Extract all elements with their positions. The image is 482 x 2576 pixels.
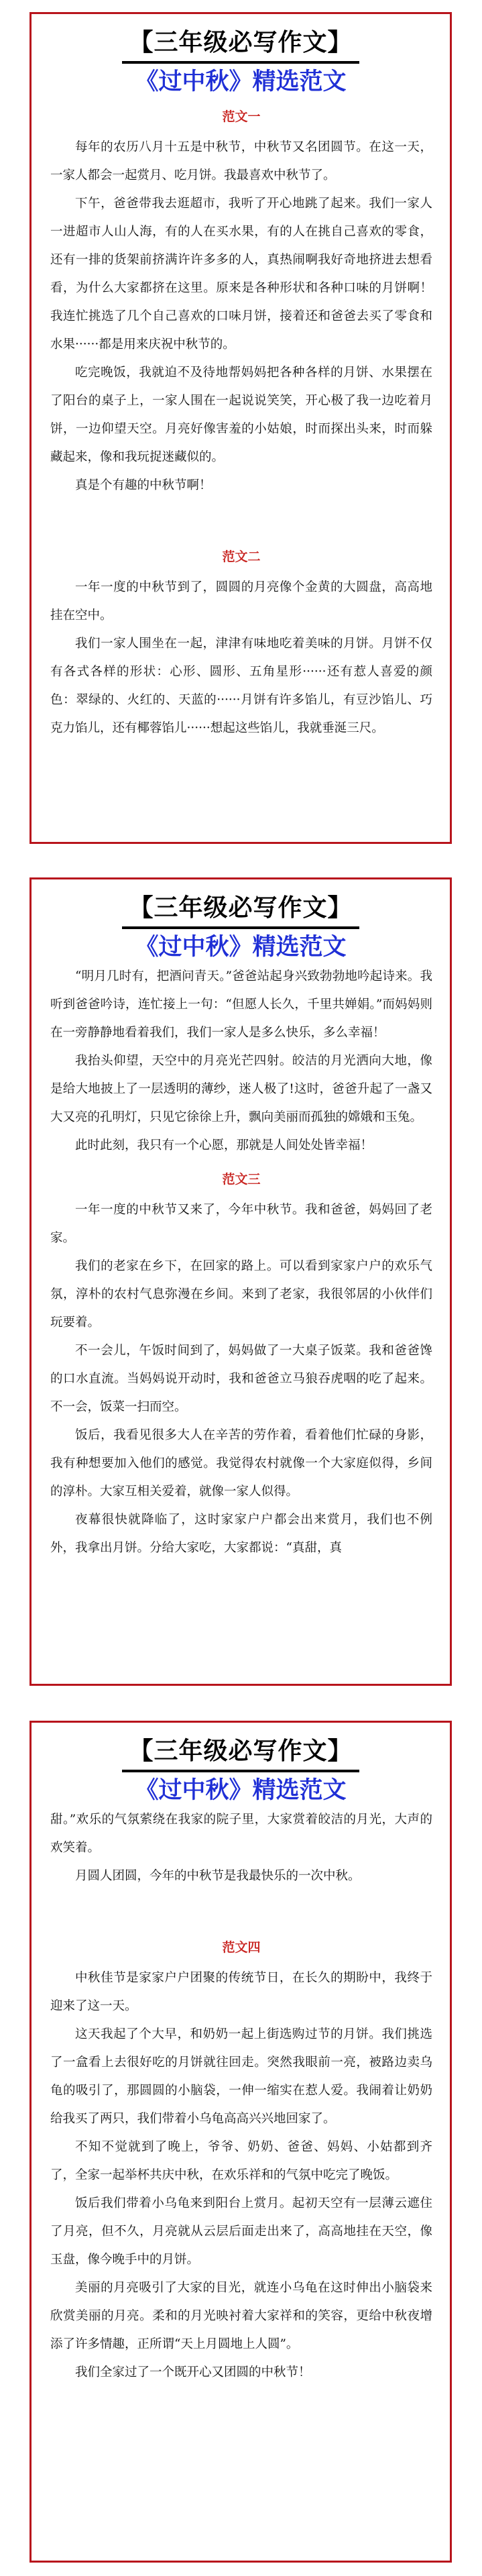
banner-title: 【三年级必写作文】 bbox=[122, 1736, 359, 1772]
paragraph: 甜。”欢乐的气氛萦绕在我家的院子里，大家赏着皎洁的月光，大声的欢笑着。 bbox=[50, 1813, 432, 1855]
paragraph: 我抬头仰望，天空中的月亮光芒四射。皎洁的月光洒向大地，像是给大地披上了一层透明的薄纱，迷人极了!这时，爸爸升起了一盏又大又亮的孔明灯，只见它徐徐上升，飘向美丽而孤独的嫦娥和玉兔。 bbox=[50, 1054, 432, 1124]
paragraph: 我们全家过了一个既开心又团圆的中秋节！ bbox=[75, 2365, 311, 2379]
essay-title: 范文四 bbox=[222, 1940, 261, 1955]
paragraph: 饭后我们带着小乌龟来到阳台上赏月。起初天空有一层薄云遮住了月亮，但不久，月亮就从云层后面走出来了，高高地挂在天空，像玉盘，像今晚手中的月饼。 bbox=[50, 2196, 432, 2267]
paragraph: 一年一度的中秋节到了，圆圆的月亮像个金黄的大圆盘，高高地挂在空中。 bbox=[50, 580, 432, 623]
paragraph: 夜幕很快就降临了，这时家家户户都会出来赏月，我们也不例外，我拿出月饼。分给大家吃，大家都说：“真甜，真 bbox=[50, 1513, 432, 1555]
paragraph: 我们一家人围坐在一起，津津有味地吃着美味的月饼。月饼不仅有各式各样的形状：心形、圆形、五角星形······还有惹人喜爱的颜色：翠绿的、火红的、天蓝的······月饼有许多馅儿，有豆沙馅儿、巧克力馅儿，还有椰蓉馅儿······想起这些馅儿，我就垂涎三尺。 bbox=[50, 637, 432, 735]
subtitle: 《过中秋》精选范文 bbox=[135, 934, 347, 961]
paragraph: 中秋佳节是家家户户团聚的传统节日，在长久的期盼中，我终于迎来了这一天。 bbox=[50, 1971, 432, 2013]
paragraph: 下午，爸爸带我去逛超市，我听了开心地跳了起来。我们一家人一进超市人山人海，有的人在买水果，有的人在挑自己喜欢的零食，还有一排的货架前挤满许许多多的人，真热闹啊我好奇地挤进去想看看，为什么大家都挤在这里。原来是各种形状和各种口味的月饼啊！我连忙挑选了几个自己喜欢的口味月饼，接着还和爸爸去买了零食和水果······都是用来庆祝中秋节的。 bbox=[50, 197, 432, 352]
page-body bbox=[32, 963, 450, 1562]
document-page-1 bbox=[29, 12, 452, 844]
paragraph: 此时此刻，我只有一个心愿，那就是人间处处皆幸福！ bbox=[75, 1138, 373, 1152]
paragraph: 一年一度的中秋节又来了，今年中秋节。我和爸爸，妈妈回了老家。 bbox=[50, 1203, 432, 1245]
paragraph: 这天我起了个大早，和奶奶一起上街选购过节的月饼。我们挑选了一盒看上去很好吃的月饼就往回走。突然我眼前一亮，被路边卖乌龟的吸引了，那圆圆的小脑袋，一伸一缩实在惹人爱。我闹着让奶奶给我买了两只，我们带着小乌龟高高兴兴地回家了。 bbox=[50, 2027, 432, 2126]
paragraph: 每年的农历八月十五是中秋节，中秋节又名团圆节。在这一天，一家人都会一起赏月、吃月饼。我最喜欢中秋节了。 bbox=[50, 140, 432, 182]
document-page-3 bbox=[29, 1721, 452, 2563]
paragraph: 吃完晚饭，我就迫不及待地帮妈妈把各种各样的月饼、水果摆在了阳台的桌子上，一家人围在一起说说笑笑，开心极了我一边吃着月饼，一边仰望天空。月亮好像害羞的小姑娘，时而探出头来，时而躲藏起来，像和我玩捉迷藏似的。 bbox=[50, 366, 432, 464]
page-header bbox=[32, 14, 450, 97]
banner-title: 【三年级必写作文】 bbox=[122, 893, 359, 929]
page-header bbox=[32, 879, 450, 963]
essay-title: 范文一 bbox=[222, 109, 261, 124]
paragraph: 不一会儿，午饭时间到了，妈妈做了一大桌子饭菜。我和爸爸馋的口水直流。当妈妈说开动时，我和爸爸立马狼吞虎咽的吃了起来。不一会，饭菜一扫而空。 bbox=[50, 1344, 432, 1414]
paragraph: 饭后，我看见很多大人在辛苦的劳作着，看着他们忙碌的身影，我有种想要加入他们的感觉。我觉得农村就像一个大家庭似得，乡间的淳朴。大家互相关爱着，就像一家人似得。 bbox=[50, 1428, 432, 1499]
paragraph: 美丽的月亮吸引了大家的目光，就连小乌龟在这时伸出小脑袋来欣赏美丽的月亮。柔和的月光映衬着大家祥和的笑容，更给中秋夜增添了许多情趣，正所谓“天上月圆地上人圆”。 bbox=[50, 2281, 432, 2351]
subtitle: 《过中秋》精选范文 bbox=[135, 1777, 347, 1804]
paragraph: 真是个有趣的中秋节啊！ bbox=[75, 478, 212, 492]
essay-title: 范文二 bbox=[222, 549, 261, 564]
paragraph: “明月几时有，把酒问青天。”爸爸站起身兴致勃勃地吟起诗来。我听到爸爸吟诗，连忙接上一句：“但愿人长久，千里共婵娟。”而妈妈则在一旁静静地看着我们，我们一家人是多么快乐，多么幸福！ bbox=[50, 969, 432, 1040]
page-header bbox=[32, 1723, 450, 1806]
page-body bbox=[32, 107, 450, 743]
banner-title: 【三年级必写作文】 bbox=[122, 28, 359, 64]
spacer bbox=[50, 500, 432, 537]
essay-title: 范文三 bbox=[222, 1172, 261, 1187]
spacer bbox=[50, 1890, 432, 1928]
paragraph: 不知不觉就到了晚上，爷爷、奶奶、爸爸、妈妈、小姑都到齐了，全家一起举杯共庆中秋，在欢乐祥和的气氛中吃完了晚饭。 bbox=[50, 2140, 432, 2182]
page-body bbox=[32, 1806, 450, 2387]
subtitle: 《过中秋》精选范文 bbox=[135, 68, 347, 95]
paragraph: 我们的老家在乡下，在回家的路上。可以看到家家户户的欢乐气氛，淳朴的农村气息弥漫在乡间。来到了老家，我很邻居的小伙伴们玩要着。 bbox=[50, 1259, 432, 1330]
document-page-2 bbox=[29, 877, 452, 1686]
paragraph: 月圆人团圆，今年的中秋节是我最快乐的一次中秋。 bbox=[75, 1869, 361, 1883]
